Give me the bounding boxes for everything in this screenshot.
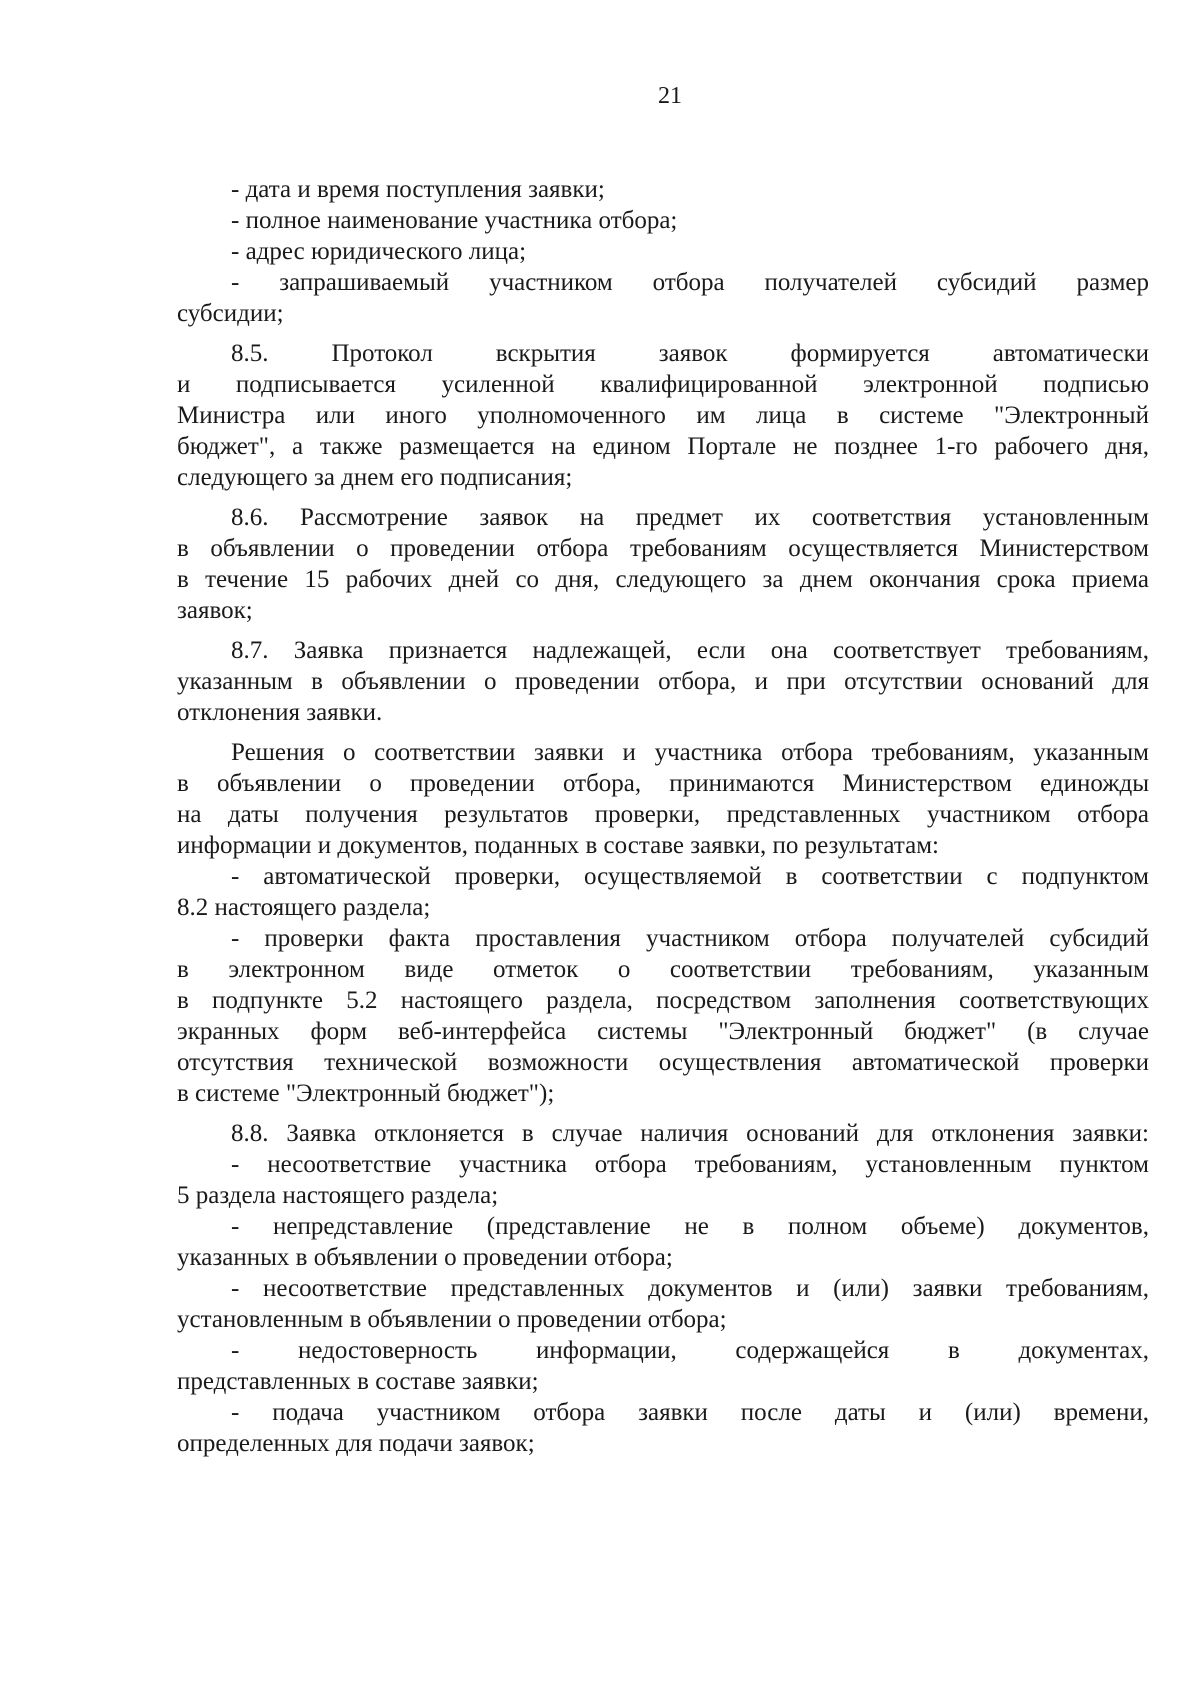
text-line: 8.2 настоящего раздела; [177,894,431,921]
paragraph-8-8-start: 8.8. Заявка отклоняется в случае наличия оснований для отклонения заявки: [231,1120,1149,1147]
text-line: субсидии; [177,300,284,327]
text-line: информации и документов, поданных в составе заявки, по результатам: [177,832,939,859]
list-item-full-name: - полное наименование участника отбора; [231,207,678,234]
text-line: экранных форм веб-интерфейса системы "Электронный бюджет" (в случае [177,1018,1149,1045]
text-line: в объявлении о проведении отбора требованиям осуществляется Министерством [177,535,1149,562]
text-line: 5 раздела настоящего раздела; [177,1182,499,1209]
text-line: указанных в объявлении о проведении отбора; [177,1244,673,1271]
list-item-manual-check: - проверки факта проставления участником отбора получателей субсидий [231,925,1149,952]
list-item-automatic-check: - автоматической проверки, осуществляемой в соответствии с подпунктом [231,863,1149,890]
text-line: отсутствия технической возможности осуществления автоматической проверки [177,1049,1149,1076]
list-item-date-time: - дата и время поступления заявки; [231,176,605,203]
list-item-document-mismatch: - несоответствие представленных документов и (или) заявки требованиям, [231,1275,1149,1302]
text-line: Министра или иного уполномоченного им лица в системе "Электронный [177,402,1149,429]
text-line: и подписывается усиленной квалифицированной электронной подписью [177,371,1149,398]
text-line: в электронном виде отметок о соответствии требованиям, указанным [177,956,1149,983]
list-item-nonconformity: - несоответствие участника отбора требованиям, установленным пунктом [231,1151,1149,1178]
text-line: представленных в составе заявки; [177,1368,539,1395]
text-line: на даты получения результатов проверки, представленных участником отбора [177,801,1149,828]
paragraph-8-6-start: 8.6. Рассмотрение заявок на предмет их соответствия установленным [231,504,1149,531]
list-item-non-submission: - непредставление (представление не в полном объеме) документов, [231,1213,1149,1240]
list-item-subsidy-amount: - запрашиваемый участником отбора получателей субсидий размер [231,269,1149,296]
list-item-unreliable-info: - недостоверность информации, содержащейся в документах, [231,1337,1149,1364]
text-line: установленным в объявлении о проведении отбора; [177,1306,727,1333]
text-line: следующего за днем его подписания; [177,464,573,491]
list-item-late-submission: - подача участником отбора заявки после даты и (или) времени, [231,1399,1149,1426]
text-line: в течение 15 рабочих дней со дня, следующего за днем окончания срока приема [177,566,1149,593]
text-line: в системе "Электронный бюджет"); [177,1080,555,1107]
text-line: бюджет", а также размещается на едином Портале не позднее 1-го рабочего дня, [177,433,1149,460]
paragraph-8-5-start: 8.5. Протокол вскрытия заявок формируется автоматически [231,340,1149,367]
page-number: 21 [658,83,682,109]
text-line: в подпункте 5.2 настоящего раздела, посредством заполнения соответствующих [177,987,1149,1014]
text-line: заявок; [177,597,253,624]
paragraph-8-7-start: 8.7. Заявка признается надлежащей, если она соответствует требованиям, [231,637,1149,664]
text-line: указанным в объявлении о проведении отбора, и при отсутствии оснований для [177,668,1149,695]
paragraph-decisions-start: Решения о соответствии заявки и участника отбора требованиям, указанным [231,739,1149,766]
text-line: отклонения заявки. [177,699,383,726]
document-body [177,174,1149,1459]
text-line: определенных для подачи заявок; [177,1430,535,1457]
list-item-legal-address: - адрес юридического лица; [231,238,527,265]
text-line: в объявлении о проведении отбора, принимаются Министерством единожды [177,770,1149,797]
